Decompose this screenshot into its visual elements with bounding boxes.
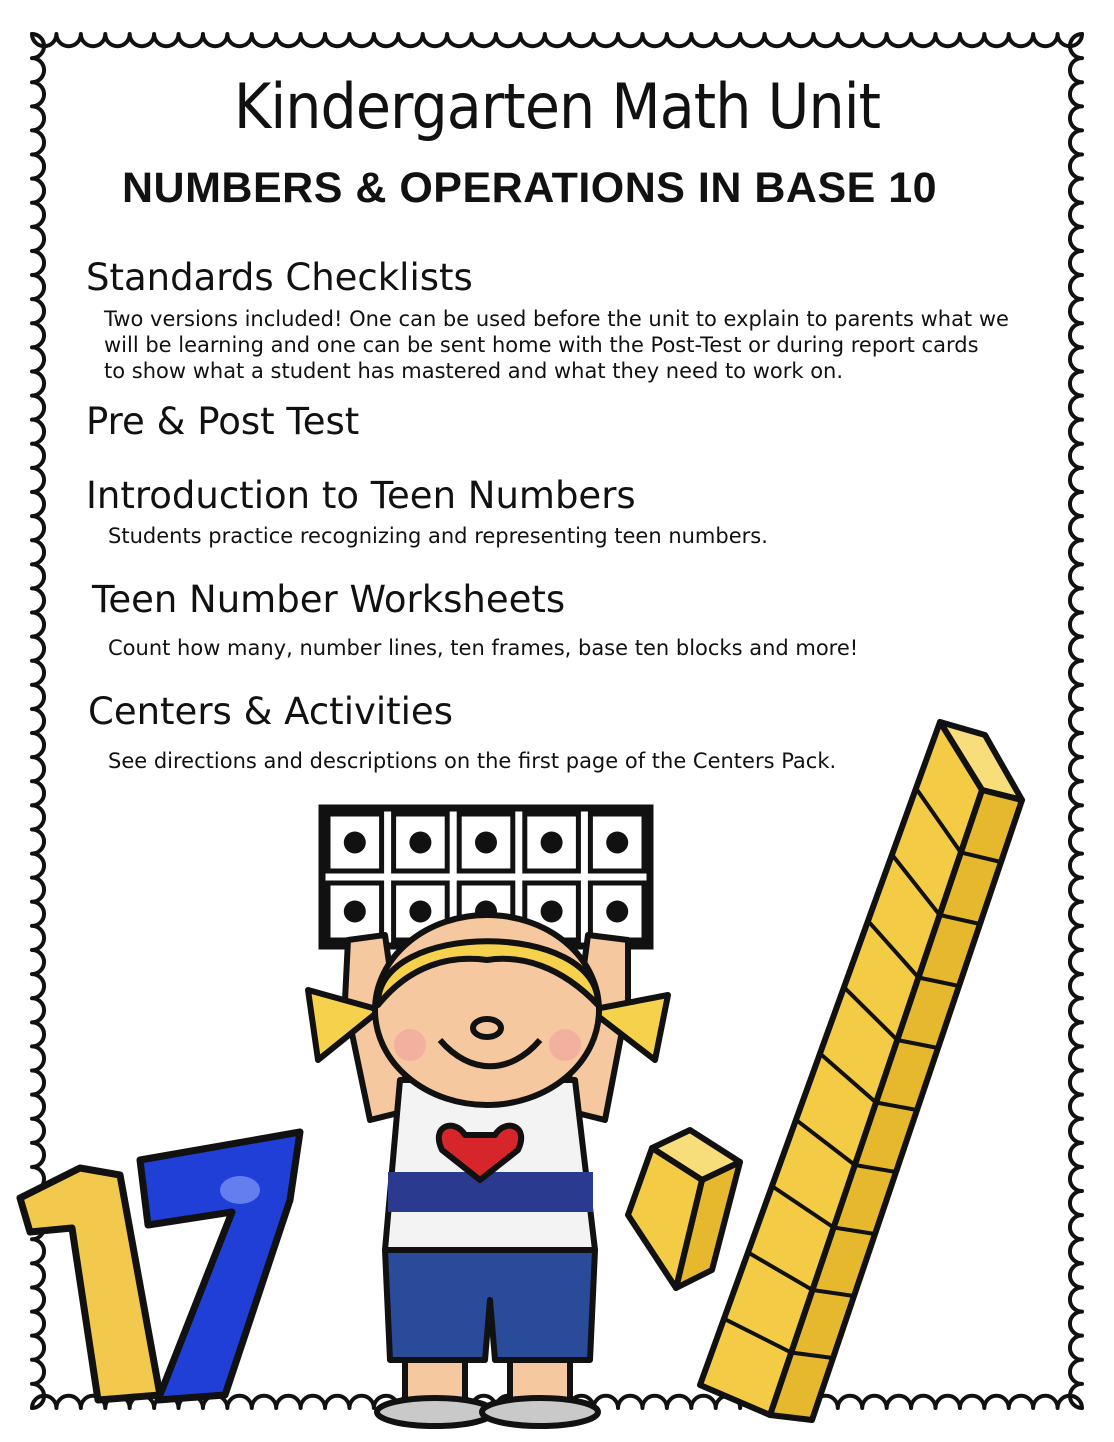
girl-character xyxy=(308,915,668,1426)
section-text-line: Students practice recognizing and representing teen numbers. xyxy=(108,524,768,548)
ten-frame-dot xyxy=(409,832,431,854)
ten-rod xyxy=(700,722,1022,1420)
section-text-line: Two versions included! One can be used before the unit to explain to parents what we xyxy=(104,307,1009,331)
section-text-line: to show what a student has mastered and what they need to work on. xyxy=(104,359,844,383)
section-text-line: Count how many, number lines, ten frames, base ten blocks and more! xyxy=(108,636,859,660)
ten-frame-dot xyxy=(541,901,563,923)
section-text-line: will be learning and one can be sent home with the Post-Test or during report cards xyxy=(104,333,979,357)
section-heading-tests: Pre & Post Test xyxy=(86,400,360,443)
ten-frame-dot xyxy=(541,832,563,854)
section-heading-standards: Standards Checklists xyxy=(86,256,473,299)
number-seven-shape xyxy=(140,1132,300,1400)
number-one-shape xyxy=(20,1168,160,1400)
ten-frame-dot xyxy=(344,901,366,923)
section-heading-worksheets: Teen Number Worksheets xyxy=(92,578,566,621)
section-text-line: See directions and descriptions on the first page of the Centers Pack. xyxy=(108,749,837,773)
section-heading-centers: Centers & Activities xyxy=(88,690,453,733)
ten-frame-dot xyxy=(606,901,628,923)
ten-frame-dot xyxy=(606,832,628,854)
page-title: Kindergarten Math Unit xyxy=(233,70,881,143)
unit-cube xyxy=(628,1130,740,1288)
section-heading-intro: Introduction to Teen Numbers xyxy=(86,474,636,517)
ten-frame-dot xyxy=(344,832,366,854)
ten-frame-dot xyxy=(475,832,497,854)
page-subtitle: NUMBERS & OPERATIONS IN BASE 10 xyxy=(122,164,938,212)
ten-frame-dot xyxy=(409,901,431,923)
